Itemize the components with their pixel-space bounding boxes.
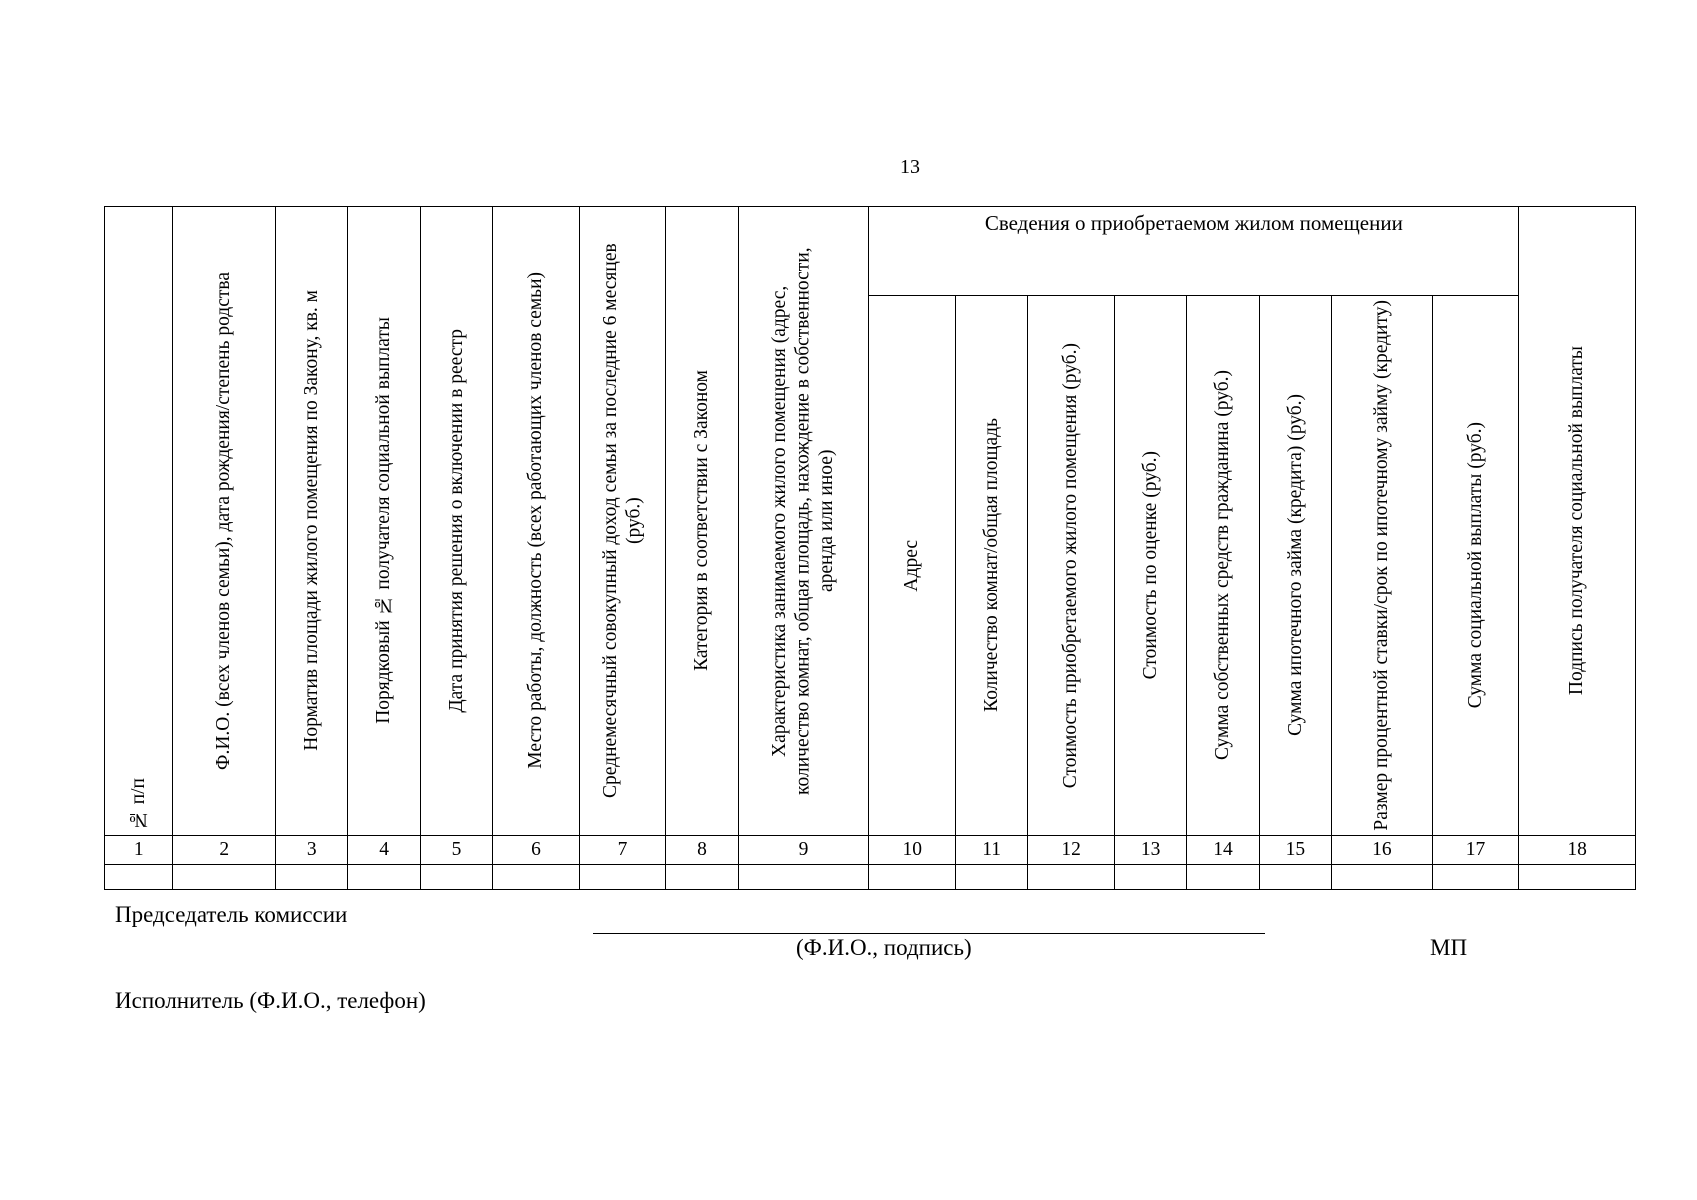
col-header-4: Порядковый № получателя социальной выплаты xyxy=(348,207,420,836)
empty-cell xyxy=(1187,864,1259,889)
col-header-9: Характеристика занимаемого жилого помещения (адрес, количество комнат, общая площадь, нахождение в собственности, аренда или иное) xyxy=(738,207,869,836)
signature-line xyxy=(593,933,1265,934)
column-number: 1 xyxy=(105,835,173,864)
column-number-row xyxy=(105,835,1636,864)
empty-cell xyxy=(420,864,492,889)
empty-cell xyxy=(666,864,738,889)
empty-cell xyxy=(348,864,420,889)
page-number: 13 xyxy=(900,156,920,178)
column-number: 18 xyxy=(1519,835,1636,864)
empty-cell xyxy=(738,864,869,889)
col-header-7: Среднемесячный совокупный доход семьи за последние 6 месяцев (руб.) xyxy=(579,207,666,836)
empty-cell xyxy=(275,864,347,889)
signature-caption: (Ф.И.О., подпись) xyxy=(796,935,972,960)
col-header-12: Стоимость приобретаемого жилого помещения (руб.) xyxy=(1028,296,1115,836)
column-number: 6 xyxy=(493,835,580,864)
empty-cell xyxy=(1028,864,1115,889)
empty-cell xyxy=(869,864,956,889)
col-header-8: Категория в соответствии с Законом xyxy=(666,207,738,836)
column-number: 10 xyxy=(869,835,956,864)
column-number: 4 xyxy=(348,835,420,864)
empty-cell xyxy=(1519,864,1636,889)
registry-table xyxy=(104,206,1636,890)
column-number: 16 xyxy=(1332,835,1433,864)
col-header-18: Подпись получателя социальной выплаты xyxy=(1519,207,1636,836)
col-header-2: Ф.И.О. (всех членов семьи), дата рождения/степень родства xyxy=(173,207,276,836)
group-header-purchased-housing: Сведения о приобретаемом жилом помещении xyxy=(869,207,1519,296)
column-number: 9 xyxy=(738,835,869,864)
col-header-11: Количество комнат/общая площадь xyxy=(955,296,1027,836)
empty-cell xyxy=(579,864,666,889)
col-header-10: Адрес xyxy=(869,296,956,836)
empty-cell xyxy=(493,864,580,889)
column-number: 11 xyxy=(955,835,1027,864)
empty-data-row xyxy=(105,864,1636,889)
column-number: 2 xyxy=(173,835,276,864)
column-number: 5 xyxy=(420,835,492,864)
empty-cell xyxy=(1114,864,1186,889)
col-header-15: Сумма ипотечного займа (кредита) (руб.) xyxy=(1259,296,1331,836)
column-number: 13 xyxy=(1114,835,1186,864)
column-number: 3 xyxy=(275,835,347,864)
col-header-5: Дата принятия решения о включении в реестр xyxy=(420,207,492,836)
column-number: 7 xyxy=(579,835,666,864)
executor-label: Исполнитель (Ф.И.О., телефон) xyxy=(115,988,426,1013)
col-header-6: Место работы, должность (всех работающих членов семьи) xyxy=(493,207,580,836)
empty-cell xyxy=(955,864,1027,889)
chairman-label: Председатель комиссии xyxy=(115,902,348,927)
empty-cell xyxy=(1432,864,1519,889)
column-number: 17 xyxy=(1432,835,1519,864)
col-header-17: Сумма социальной выплаты (руб.) xyxy=(1432,296,1519,836)
empty-cell xyxy=(1259,864,1331,889)
empty-cell xyxy=(105,864,173,889)
column-number: 12 xyxy=(1028,835,1115,864)
empty-cell xyxy=(1332,864,1433,889)
col-header-14: Сумма собственных средств гражданина (руб.) xyxy=(1187,296,1259,836)
col-header-16: Размер процентной ставки/срок по ипотечному займу (кредиту) xyxy=(1332,296,1433,836)
column-number: 8 xyxy=(666,835,738,864)
empty-cell xyxy=(173,864,276,889)
col-header-1: № п/п xyxy=(105,207,173,836)
stamp-label: МП xyxy=(1430,935,1468,960)
col-header-3: Норматив площади жилого помещения по Закону, кв. м xyxy=(275,207,347,836)
column-number: 14 xyxy=(1187,835,1259,864)
column-number: 15 xyxy=(1259,835,1331,864)
col-header-13: Стоимость по оценке (руб.) xyxy=(1114,296,1186,836)
